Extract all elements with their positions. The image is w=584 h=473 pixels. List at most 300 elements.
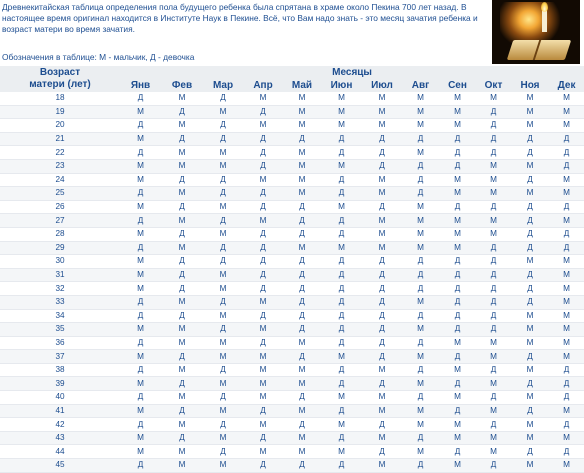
gender-cell: М [511,92,549,105]
gender-cell: Д [283,282,321,296]
table-row [0,255,584,269]
gender-cell: М [120,132,161,146]
gender-cell: Д [402,309,439,323]
table-row [0,431,584,445]
table-row [0,173,584,187]
gender-cell: М [362,187,402,201]
table-row [0,336,584,350]
gender-cell: Д [362,132,402,146]
gender-cell: М [243,418,283,432]
gender-cell: Д [243,241,283,255]
gender-cell: М [511,105,549,119]
gender-cell: М [120,282,161,296]
gender-cell: М [476,404,511,418]
gender-cell: Д [511,200,549,214]
gender-cell: М [549,295,584,309]
gender-cell: М [549,282,584,296]
gender-cell: Д [243,187,283,201]
gender-cell: М [402,295,439,309]
gender-cell: Д [321,255,362,269]
gender-cell: Д [161,431,203,445]
gender-cell: М [402,214,439,228]
gender-cell: М [439,187,476,201]
gender-cell: М [402,92,439,105]
gender-cell: Д [120,187,161,201]
gender-cell: Д [549,200,584,214]
gender-cell: Д [120,119,161,133]
gender-cell: Д [402,159,439,173]
month-header-5: Май [283,79,321,92]
gender-cell: М [439,459,476,473]
gender-cell: Д [476,146,511,160]
month-header-1: Янв [120,79,161,92]
gender-cell: М [243,173,283,187]
gender-cell: Д [402,363,439,377]
gender-cell: М [439,119,476,133]
gender-cell: М [362,173,402,187]
gender-cell: М [362,92,402,105]
gender-cell: М [476,227,511,241]
gender-cell: Д [321,282,362,296]
gender-cell: Д [321,173,362,187]
gender-cell: М [402,445,439,459]
gender-cell: М [321,119,362,133]
gender-cell: М [402,146,439,160]
gender-cell: Д [402,132,439,146]
gender-cell: Д [243,146,283,160]
gender-cell: Д [362,146,402,160]
gender-cell: Д [476,391,511,405]
gender-cell: Д [161,350,203,364]
table-body [0,92,584,472]
gender-cell: Д [511,295,549,309]
gender-cell: Д [511,350,549,364]
gender-cell: Д [203,445,243,459]
gender-cell: М [203,431,243,445]
gender-cell: М [549,350,584,364]
gender-cell: Д [243,459,283,473]
gender-cell: Д [243,200,283,214]
gender-cell: Д [511,268,549,282]
gender-cell: Д [362,282,402,296]
gender-cell: Д [511,445,549,459]
gender-cell: Д [476,309,511,323]
gender-cell: М [203,282,243,296]
gender-cell: Д [362,336,402,350]
table-row [0,146,584,160]
table-row [0,418,584,432]
gender-cell: М [402,323,439,337]
age-cell: 41 [0,404,120,418]
gender-cell: М [402,418,439,432]
gender-cell: М [161,459,203,473]
month-header-8: Авг [402,79,439,92]
gender-cell: Д [549,159,584,173]
gender-cell: Д [476,282,511,296]
gender-cell: Д [549,445,584,459]
age-cell: 27 [0,214,120,228]
age-cell: 44 [0,445,120,459]
gender-cell: Д [402,282,439,296]
gender-cell: М [549,255,584,269]
gender-cell: Д [321,459,362,473]
gender-cell: Д [203,173,243,187]
table-row [0,92,584,105]
gender-cell: Д [243,309,283,323]
gender-cell: М [402,227,439,241]
gender-cell: Д [243,268,283,282]
gender-cell: Д [362,377,402,391]
gender-cell: Д [243,404,283,418]
gender-cell: Д [321,336,362,350]
gender-cell: М [402,241,439,255]
gender-cell: Д [439,323,476,337]
gender-cell: М [439,363,476,377]
gender-cell: Д [161,255,203,269]
table-row [0,459,584,473]
gender-cell: М [120,323,161,337]
gender-cell: Д [161,200,203,214]
gender-cell: Д [549,418,584,432]
gender-cell: Д [476,295,511,309]
gender-cell: М [321,200,362,214]
gender-cell: Д [476,105,511,119]
age-cell: 43 [0,431,120,445]
gender-cell: Д [362,295,402,309]
gender-cell: Д [439,350,476,364]
age-cell: 20 [0,119,120,133]
gender-cell: М [362,105,402,119]
gender-cell: Д [402,431,439,445]
gender-cell: Д [161,377,203,391]
gender-cell: Д [362,323,402,337]
gender-cell: Д [439,295,476,309]
gender-cell: М [120,431,161,445]
age-cell: 26 [0,200,120,214]
gender-cell: Д [283,350,321,364]
gender-cell: Д [511,227,549,241]
gender-cell: Д [439,445,476,459]
month-header-4: Апр [243,79,283,92]
gender-cell: М [203,336,243,350]
gender-cell: М [243,377,283,391]
month-header-2: Фев [161,79,203,92]
age-cell: 22 [0,146,120,160]
gender-cell: Д [283,268,321,282]
gender-cell: М [476,187,511,201]
age-header-line1: Возраст [39,67,81,78]
month-header-6: Июн [321,79,362,92]
table-row [0,350,584,364]
gender-cell: Д [439,200,476,214]
gender-cell: Д [549,227,584,241]
gender-cell: М [283,119,321,133]
gender-cell: М [161,445,203,459]
age-cell: 36 [0,336,120,350]
gender-cell: М [161,336,203,350]
gender-cell: М [511,418,549,432]
gender-cell: Д [243,336,283,350]
gender-cell: Д [120,146,161,160]
gender-cell: Д [321,187,362,201]
age-cell: 18 [0,92,120,105]
gender-cell: Д [203,391,243,405]
gender-cell: М [476,350,511,364]
age-cell: 24 [0,173,120,187]
gender-cell: М [321,350,362,364]
gender-cell: М [120,227,161,241]
table-row [0,187,584,201]
gender-cell: М [511,336,549,350]
gender-cell: Д [161,227,203,241]
gender-cell: Д [283,323,321,337]
gender-cell: Д [203,119,243,133]
gender-cell: М [120,200,161,214]
gender-cell: М [321,159,362,173]
month-header-3: Мар [203,79,243,92]
gender-cell: Д [549,146,584,160]
gender-cell: М [161,119,203,133]
gender-cell: М [321,391,362,405]
gender-cell: Д [402,268,439,282]
gender-cell: М [549,187,584,201]
gender-cell: Д [439,159,476,173]
gender-cell: М [439,227,476,241]
gender-cell: Д [362,255,402,269]
gender-cell: М [243,350,283,364]
gender-cell: М [243,119,283,133]
age-cell: 33 [0,295,120,309]
gender-cell: Д [362,350,402,364]
gender-cell: Д [203,187,243,201]
month-header-10: Окт [476,79,511,92]
gender-cell: М [283,187,321,201]
gender-cell: М [203,459,243,473]
gender-cell: Д [161,282,203,296]
age-column-header [0,66,120,92]
age-cell: 40 [0,391,120,405]
table-row [0,391,584,405]
gender-cell: Д [203,323,243,337]
gender-cell: Д [120,391,161,405]
gender-cell: Д [511,241,549,255]
gender-cell: Д [283,255,321,269]
gender-cell: Д [321,214,362,228]
gender-cell: Д [120,241,161,255]
gender-cell: М [402,119,439,133]
gender-cell: М [439,92,476,105]
gender-cell: М [120,404,161,418]
gender-cell: М [511,159,549,173]
gender-cell: Д [321,132,362,146]
gender-cell: М [476,431,511,445]
gender-cell: Д [283,295,321,309]
gender-cell: Д [283,418,321,432]
gender-cell: Д [161,404,203,418]
gender-cell: М [283,377,321,391]
gender-cell: Д [120,92,161,105]
gender-cell: Д [120,214,161,228]
table-row [0,309,584,323]
gender-cell: М [283,363,321,377]
gender-cell: Д [362,159,402,173]
gender-cell: Д [161,132,203,146]
age-cell: 45 [0,459,120,473]
age-cell: 30 [0,255,120,269]
gender-cell: М [283,146,321,160]
gender-cell: Д [439,268,476,282]
gender-cell: Д [243,132,283,146]
header-area [0,0,584,66]
gender-cell: Д [439,309,476,323]
gender-cell: Д [243,255,283,269]
gender-cell: Д [120,418,161,432]
gender-cell: Д [362,445,402,459]
gender-cell: Д [549,377,584,391]
age-cell: 25 [0,187,120,201]
gender-cell: М [283,241,321,255]
gender-cell: Д [476,255,511,269]
gender-cell: Д [549,132,584,146]
gender-cell: Д [476,459,511,473]
gender-cell: Д [161,309,203,323]
gender-cell: М [283,445,321,459]
gender-cell: М [439,241,476,255]
gender-cell: М [362,459,402,473]
gender-cell: М [402,200,439,214]
gender-cell: Д [439,146,476,160]
gender-cell: М [283,173,321,187]
gender-cell: Д [439,255,476,269]
gender-cell: Д [439,377,476,391]
gender-cell: Д [243,159,283,173]
gender-cell: М [120,350,161,364]
gender-cell: Д [476,200,511,214]
gender-cell: Д [511,282,549,296]
gender-cell: М [161,418,203,432]
gender-cell: Д [476,132,511,146]
gender-cell: М [203,146,243,160]
table-row [0,377,584,391]
gender-cell: Д [203,214,243,228]
gender-cell: М [161,391,203,405]
gender-cell: Д [321,309,362,323]
gender-cell: М [243,363,283,377]
gender-cell: М [161,159,203,173]
gender-cell: М [283,105,321,119]
age-cell: 34 [0,309,120,323]
gender-cell: М [476,336,511,350]
gender-cell: Д [511,173,549,187]
gender-cell: М [549,92,584,105]
gender-cell: Д [203,418,243,432]
age-cell: 19 [0,105,120,119]
table-row [0,404,584,418]
age-cell: 23 [0,159,120,173]
gender-cell: Д [321,146,362,160]
gender-cell: Д [283,309,321,323]
table-row [0,159,584,173]
age-cell: 28 [0,227,120,241]
gender-cell: М [511,119,549,133]
gender-cell: М [402,404,439,418]
table-row [0,200,584,214]
gender-cell: Д [161,173,203,187]
gender-cell: Д [549,363,584,377]
gender-cell: М [161,241,203,255]
gender-cell: Д [402,173,439,187]
gender-cell: Д [362,309,402,323]
gender-cell: М [283,92,321,105]
gender-cell: Д [283,227,321,241]
gender-cell: Д [549,391,584,405]
gender-cell: М [362,391,402,405]
gender-cell: Д [402,336,439,350]
gender-cell: Д [243,282,283,296]
gender-cell: Д [203,132,243,146]
gender-cell: Д [283,391,321,405]
gender-cell: М [402,377,439,391]
table-row [0,282,584,296]
gender-cell: Д [511,132,549,146]
gender-cell: М [321,105,362,119]
age-cell: 32 [0,282,120,296]
gender-cell: Д [476,363,511,377]
gender-cell: М [203,404,243,418]
gender-cell: М [283,404,321,418]
gender-cell: М [549,404,584,418]
gender-cell: Д [402,459,439,473]
gender-cell: М [243,295,283,309]
gender-cell: М [549,459,584,473]
gender-cell: М [243,391,283,405]
gender-cell: Д [362,268,402,282]
gender-cell: Д [203,295,243,309]
gender-cell: Д [203,241,243,255]
gender-cell: Д [476,418,511,432]
gender-cell: М [203,105,243,119]
gender-cell: М [549,431,584,445]
gender-cell: М [439,431,476,445]
gender-cell: М [439,391,476,405]
gender-cell: Д [243,431,283,445]
gender-cell: Д [362,418,402,432]
table-row [0,268,584,282]
gender-cell: М [549,105,584,119]
gender-cell: М [476,214,511,228]
gender-cell: М [203,377,243,391]
gender-cell: М [439,105,476,119]
gender-cell: М [283,431,321,445]
gender-cell: М [549,173,584,187]
gender-cell: М [476,445,511,459]
gender-cell: М [161,187,203,201]
gender-cell: М [321,241,362,255]
gender-cell: Д [283,132,321,146]
gender-cell: М [439,418,476,432]
month-header-7: Июл [362,79,402,92]
gender-cell: Д [321,227,362,241]
gender-cell: Д [161,105,203,119]
gender-cell: М [161,295,203,309]
month-header-11: Ноя [511,79,549,92]
table-row [0,323,584,337]
gender-cell: М [120,377,161,391]
gender-cell: М [511,187,549,201]
gender-cell: Д [321,377,362,391]
conception-calendar-table [0,66,584,473]
gender-cell: Д [120,336,161,350]
